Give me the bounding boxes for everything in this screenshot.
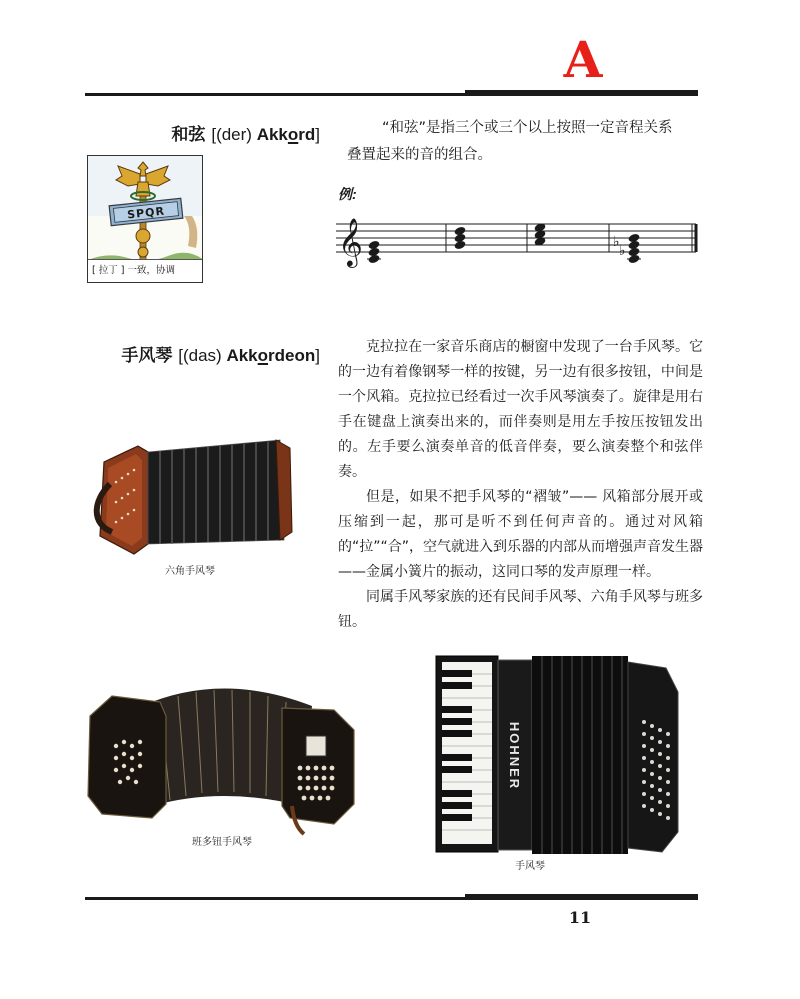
- piano-accordion-image: [432, 652, 682, 858]
- bracket-open: [(der): [211, 125, 257, 144]
- definition-line: 叠置起来的音的组合。: [347, 147, 492, 163]
- accordion-body: [338, 335, 703, 635]
- chord-note-group: [454, 226, 467, 251]
- definition-line: “和弦”是指三个或三个以上按照一定音程关系: [382, 120, 673, 136]
- bracket-close: ]: [315, 346, 320, 365]
- section-letter: A: [563, 30, 603, 89]
- header-rule-thick: [465, 90, 698, 96]
- entry-title-cn: 和弦: [171, 125, 206, 145]
- entry-title-accordion: [121, 341, 320, 366]
- entry-title-de: [211, 125, 320, 144]
- chord-note-group: [613, 233, 641, 265]
- header-rule-thin: [85, 93, 465, 96]
- bandoneon-image: [82, 676, 362, 836]
- paragraph: 但是，如果不把手风琴的“褶皱”—— 风箱部分展开或压缩到一起，那可是听不到任何声音的。通过对风箱的“拉”“合”，空气就进入到乐器的内部从而增强声音发生器——金属小簧片的振动，这同口琴的发声原理一样。: [338, 489, 704, 580]
- chord-note-group: [367, 240, 381, 265]
- bracket-close: ]: [315, 125, 320, 144]
- entry-title-chord: [171, 120, 320, 145]
- stressed-vowel: o: [287, 125, 299, 144]
- stressed-vowel: o: [257, 346, 269, 365]
- sign-text: SPQR: [126, 204, 166, 222]
- paragraph: 克拉拉在一家音乐商店的橱窗中发现了一台手风琴。它的一边有着像钢琴一样的按键，另一边有很多按钮，中间是一个风箱。克拉拉已经看过一次手风琴演奏了。旋律是用右手在键盘上演奏出来的，而伴奏则是用左手按压按钮发出的。左手要么演奏单音的低音伴奏，要么演奏整个和弦伴奏。: [338, 339, 703, 480]
- entry-title-de: [178, 346, 320, 365]
- spqr-illustration: [87, 155, 203, 283]
- bracket-open: [(das): [178, 346, 227, 365]
- paragraph: 同属手风琴家族的还有民间手风琴、六角手风琴与班多钮。: [338, 589, 703, 630]
- example-label: 例:: [338, 186, 357, 202]
- treble-clef-icon: 𝄞: [338, 217, 363, 266]
- footer-rule-thick: [465, 894, 698, 900]
- word-part: Akk: [256, 125, 288, 144]
- music-staff-example: [334, 210, 704, 270]
- caption-accordion: 手风琴: [515, 861, 545, 872]
- entry-title-cn: 手风琴: [121, 346, 173, 366]
- svg-text:♭: ♭: [619, 243, 626, 259]
- chord-note-group: [534, 222, 547, 247]
- page-number: 11: [568, 908, 592, 927]
- word-part: rd: [298, 125, 316, 144]
- caption-concertina: 六角手风琴: [165, 566, 215, 577]
- word-part: Akk: [226, 346, 258, 365]
- footer-rule-thin: [85, 897, 465, 900]
- brand-text: HOHNER: [507, 721, 522, 791]
- word-part: rdeon: [268, 346, 316, 365]
- roman-eagle-standard-icon: [88, 156, 203, 262]
- caption-bandoneon: 班多钮手风琴: [192, 837, 252, 848]
- svg-text:♭: ♭: [613, 234, 620, 250]
- chord-definition: [347, 115, 702, 169]
- concertina-image: [90, 432, 300, 562]
- illustration-caption: [ 拉丁 ] 一致，协调: [88, 259, 202, 282]
